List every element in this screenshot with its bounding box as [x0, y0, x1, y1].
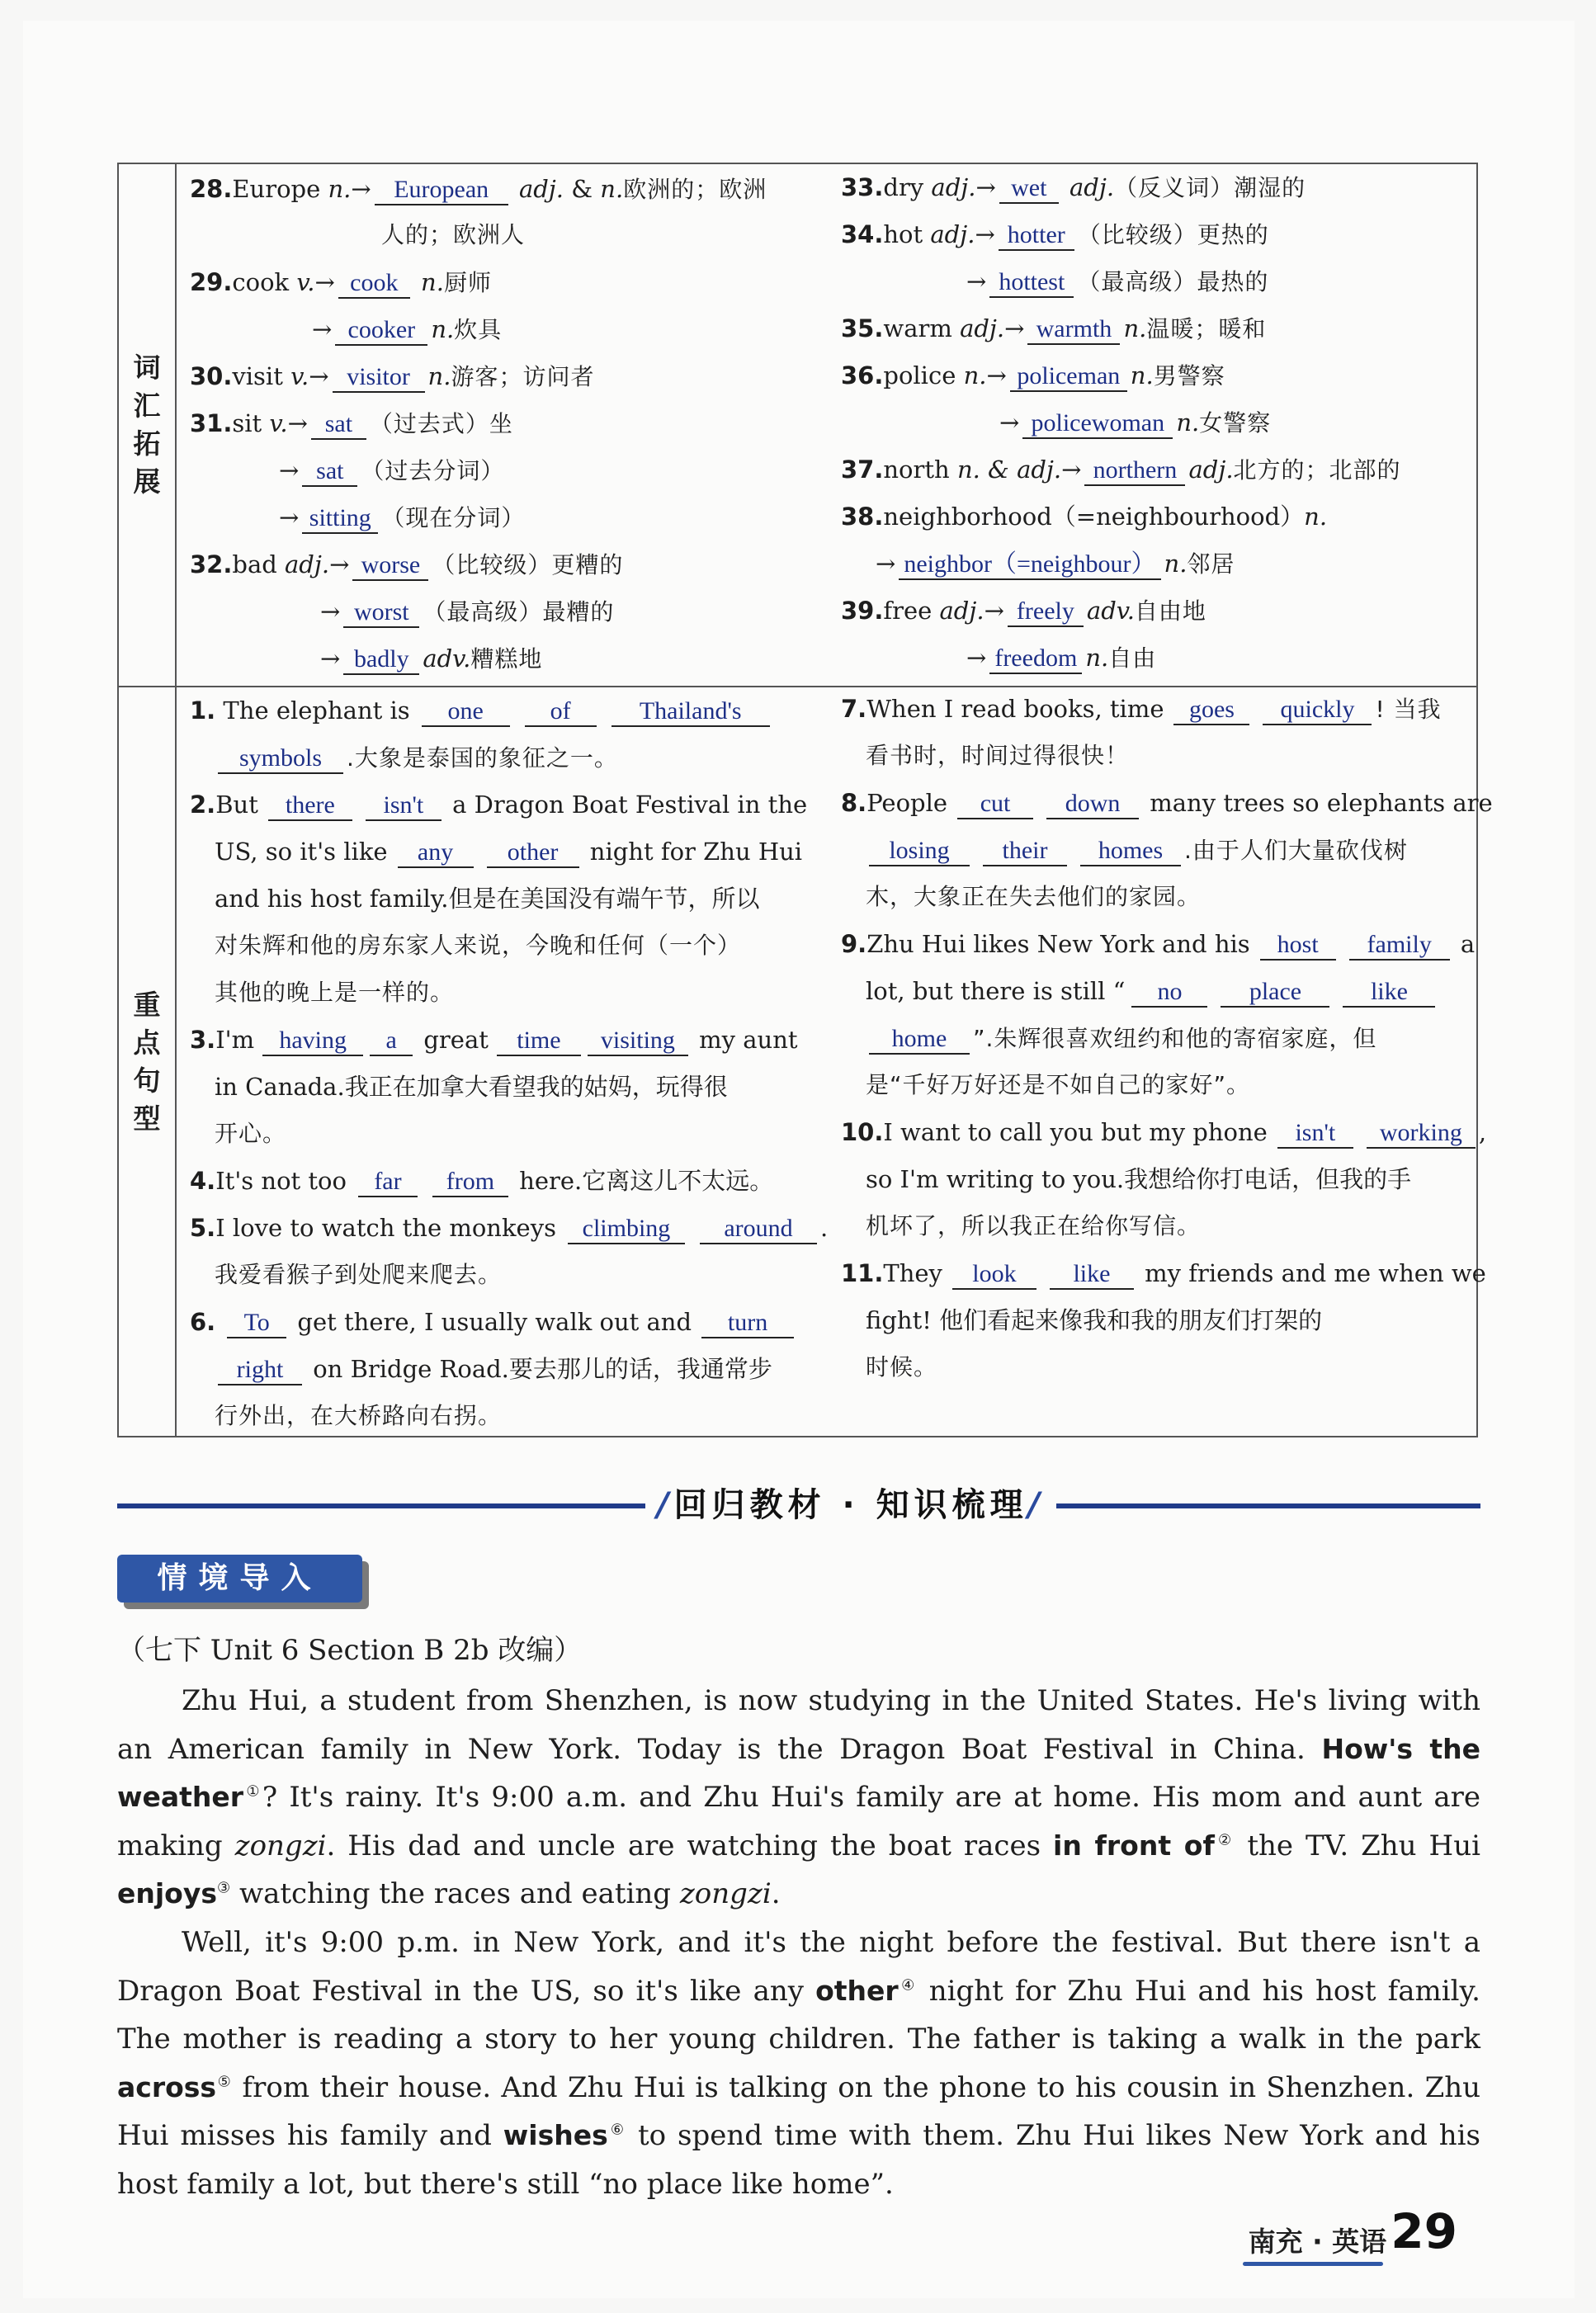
- vocab-item-35: 35.warm adj.→ warmth n.温暖；暖和: [841, 312, 1266, 346]
- vocab-item-31: 31.sit v.→ sat （过去式）坐: [190, 407, 513, 441]
- vocab-item-28: 28.Europe n.→ European adj. & n.欧洲的；欧洲: [190, 172, 767, 206]
- passage-paragraph-1: Zhu Hui, a student from Shenzhen, is now studying in the United States. He's living with an American family in New York. Today is the Dragon Boat Festival in China. How's the weather①? It's rainy. It's 9:00 a.m. and Zhu Hui's family are at home. His mom and aunt are making zongzi. His dad and uncle are watching the boat races in front of② the TV. Zhu Hui enjoys③ watching the races and eating zongzi.: [117, 1684, 1480, 1910]
- passage-paragraph-2: Well, it's 9:00 p.m. in New York, and it's the night before the festival. But there isn't a Dragon Boat Festival in the US, so it's like any other④ night for Zhu Hui and his host family. The mother is reading a story to her young children. The father is taking a walk in the park across⑤ from their house. And Zhu Hui is talking on the phone to his cousin in Shenzhen. Zhu Hui misses his family and wishes⑥ to spend time with them. Zhu Hui likes New York and his host family a lot, but there's still “no place like home”.: [117, 1926, 1480, 2201]
- context-tag: 情境导入: [117, 1555, 369, 1609]
- section-banner: [117, 1485, 1480, 1525]
- source-note: （七下 Unit 6 Section B 2b 改编）: [117, 1634, 583, 1667]
- sentence-10: 10.I want to call you but my phone isn't working ,: [841, 1116, 1486, 1149]
- sentence-11: 11.They look like my friends and me when we: [841, 1257, 1486, 1290]
- footer-region: 南充 · 英语: [1248, 2226, 1387, 2258]
- sentence-section-label: 重 点 句 型: [133, 988, 161, 1135]
- vocab-item-39: 39.free adj.→ freely adv.自由地: [841, 594, 1206, 628]
- sentence-6: 6. To get there, I usually walk out and turn: [190, 1305, 797, 1338]
- vocab-section-label: 词 汇 拓 展: [133, 352, 161, 498]
- vocab-item-33: 33.dry adj.→ wet adj.（反义词）潮湿的: [841, 171, 1306, 205]
- section-title: /回归教材 · 知识梳理/: [645, 1485, 1056, 1525]
- knowledge-table: 词 汇 拓 展 重 点 句 型 28.Europe n.→ European adj. & n.欧洲的；欧洲 人的；欧洲人 29.cook v.→ cook n.厨师 → cooker n.炊具 30.visit v.→ visitor n.游客；访问者 31.sit v.→ sat （过去式）坐 → sat （过去分词） → sitting （现在分词） 32.bad adj.→ worse （比较级）更糟的 → worst （最高级）最糟的 → badly adv.糟糕地 33.dry adj.→ wet adj.（反义词）潮湿的 34.hot adj.→ hotter （比较级）更热的 → hottest （最高级）最热的 35.warm adj.→ warmth n.温暖；暖和 36.police n.→ policeman n.男警察 → policewoman n.女警察 37.north n. & adj.→ northern adj.北方的；北部的 38.neighborhood（=neighbourhood）n. → neighbor（=neighbour） n.邻居 39.free adj.→ freely adv.自由地 → freedom n.自由 1. The elephant is one of Thailand's symbols .大象是泰国的象征之一。 2.But there isn't a Dragon Boat Festival in the US, so it's like any other night for Zhu Hui and his host family.但是在美国没有端午节，所以 对朱辉和他的房东家人来说，今晚和任何（一个） 其他的晚上是一样的。 3.I'm having a great time visiting my aunt in Canada.我正在加拿大看望我的姑妈，玩得很 开心。 4.It's not too far from here.它离这儿不太远。 5.I love to watch the monkeys climbing around . 我爱看猴子到处爬来爬去。 6. To get there, I usually walk out and turn right on Bridge Road.要去那儿的话，我通常步 行外出，在大桥路向右拐。 7.When I read books, time goes quickly ! 当我 看书时，时间过得很快！ 8.People cut down many trees so elephants are losing their homes .由于人们大量砍伐树 木，大象正在失去他们的家园。 9.Zhu Hui likes New York and his host family a lot, but there is still “ no place like home ”.朱辉很喜欢纽约和他的寄宿家庭，但 是“千好万好还是不如自己的家好”。 10.I want to call you but my phone isn't working , so I'm writing to you.我想给你打电话，但我的手 机坏了，所以我正在给你写信。 11.They look like my friends and me when we fight! 他们看起来像我和我的朋友们打架的 时候。: [117, 163, 1478, 1437]
- page-footer: [1249, 2203, 1457, 2269]
- vocab-item-34: 34.hot adj.→ hotter （比较级）更热的: [841, 218, 1269, 252]
- vocab-item-38: 38.neighborhood（=neighbourhood）n.: [841, 503, 1328, 531]
- sentence-4: 4.It's not too far from here.它离这儿不太远。: [190, 1164, 773, 1197]
- sentence-5: 5.I love to watch the monkeys climbing around .: [190, 1211, 828, 1244]
- sentence-8: 8.People cut down many trees so elephants are: [841, 786, 1493, 819]
- vocab-item-30: 30.visit v.→ visitor n.游客；访问者: [190, 360, 594, 394]
- vocab-item-29: 29.cook v.→ cook n.厨师: [190, 266, 492, 300]
- page-number: 29: [1391, 2203, 1457, 2259]
- sentence-7: 7.When I read books, time goes quickly ! 当我: [841, 692, 1442, 726]
- sentence-1: 1. The elephant is one of Thailand's: [190, 694, 773, 727]
- sentence-2: 2.But there isn't a Dragon Boat Festival in the: [190, 788, 807, 821]
- vocab-item-37: 37.north n. & adj.→ northern adj.北方的；北部的: [841, 453, 1401, 487]
- vocab-item-32: 32.bad adj.→ worse （比较级）更糟的: [190, 548, 623, 582]
- sentence-3: 3.I'm having a great time visiting my aunt: [190, 1023, 798, 1056]
- vocab-item-36: 36.police n.→ policeman n.男警察: [841, 359, 1225, 393]
- sentence-9: 9.Zhu Hui likes New York and his host family a: [841, 928, 1475, 961]
